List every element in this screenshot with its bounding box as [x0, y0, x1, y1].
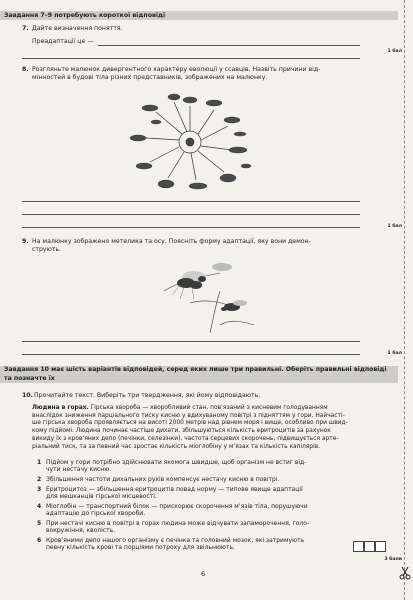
q10-answer-box-3[interactable]: [375, 541, 386, 552]
q10-option-5-line1: При нестачі кисню в повітрі в горах людина може відчувати запаморочення, голо-: [46, 520, 310, 527]
q10-option-3-line2: для мешканців гірської місцевості.: [46, 493, 157, 501]
q8-answer-line-2[interactable]: [22, 214, 360, 215]
q10-text: Прочитайте текст. Виберіть три твердження, які йому відповідають.: [34, 392, 261, 399]
section-header-10: [0, 366, 398, 383]
q10-answer-box-2[interactable]: [364, 541, 375, 552]
q10-points: 3 бали: [384, 557, 402, 562]
q10-option-1-line2: чути нестачу кисню.: [46, 466, 112, 474]
q10-number: 10.: [22, 392, 33, 399]
q10-option-2[interactable]: [37, 476, 386, 483]
q8-number: 8.: [22, 66, 29, 73]
q7-text: Дайте визначення поняття.: [32, 25, 123, 32]
q10-option-4-line1: Міоглобін — транспортний білок — прискорює скорочення м’язів тіла, порушуючи: [46, 503, 308, 510]
section-header-7-9: [0, 11, 398, 20]
q8-answer-line-1[interactable]: [22, 201, 360, 202]
q10-passage-line-5: викиду їх з кров’яних депо (печінки, селезінки), частота серцевих скорочень, підвищується арте-: [32, 435, 339, 442]
q10-passage: [32, 405, 372, 451]
scissors-icon: [399, 566, 411, 580]
q10-answer-box-1[interactable]: [353, 541, 364, 552]
q10-option-6-line2: певну кількість крові та порціями потроху для звільнюють.: [46, 544, 235, 552]
q10-option-5-line2: вокружіння, кволість.: [46, 527, 116, 535]
q8-line2: мінностей в будові тіла різних представників, зображених на малюнку.: [32, 74, 268, 81]
q9-answer-line-1[interactable]: [22, 341, 360, 342]
q9-line2: струють.: [32, 246, 62, 253]
q10-option-1-number: 1: [37, 459, 42, 466]
q9-answer-line-2[interactable]: [22, 354, 360, 355]
q7-points: 1 бал: [387, 49, 402, 54]
q10-option-3-number: 3: [37, 486, 42, 493]
q10-option-6-line1: Кров’яними депо нашого організму є печінка та головний мозок, які затримують: [46, 537, 305, 544]
q10-passage-title: Людина в горах.: [32, 405, 89, 411]
q10-option-5[interactable]: [37, 520, 386, 535]
q7-number: 7.: [22, 25, 29, 32]
q7-answer-label: Преадаптації це —: [32, 38, 94, 45]
q10-option-1-line1: Підйом у гори потрібно здійснювати якомога швидше, щоб організм не встиг від-: [46, 459, 307, 466]
q10-option-4[interactable]: [37, 503, 386, 518]
page-number: 6: [201, 570, 206, 578]
q9-number: 9.: [22, 238, 29, 245]
moth-and-wasp-illustration: [160, 255, 260, 335]
q10-option-6-number: 6: [37, 537, 42, 544]
section-header-7-9-text: Завдання 7–9 потребують короткої відповіді: [4, 12, 166, 19]
q10-option-2-number: 2: [37, 476, 42, 483]
q10-option-1[interactable]: [37, 459, 386, 474]
q8-points: 1 бал: [387, 224, 402, 229]
q9-points: 1 бал: [387, 351, 402, 356]
q8-answer-line-3[interactable]: [22, 227, 360, 228]
q9-line1: На малюнку зображено метелика та осу. Поясніть форму адаптації, яку вони демон-: [32, 238, 311, 245]
cut-margin: [404, 0, 413, 600]
q10-option-5-number: 5: [37, 520, 42, 527]
q7-answer-line[interactable]: [98, 45, 360, 46]
q10-passage-line-1: Гірська хвороба — хворобливий стан, пов’язаний з кисневим голодуванням: [90, 405, 328, 411]
q10-option-3-line1: Еритроцитоз — збільшення еритроцитів повад норму — типове явище адаптації: [46, 486, 303, 493]
q10-option-6[interactable]: [37, 537, 386, 552]
q8-line1: Розгляньте малюнок дивергентного характеру еволюції у ссавців. Назвіть причини від-: [32, 66, 321, 73]
section-header-10-line2: та позначте їх: [4, 374, 55, 382]
q10-option-2-line1: Збільшення частоти дихальних рухів компенсує нестачу кисню в повітрі.: [46, 476, 280, 483]
divergent-evolution-illustration: [128, 88, 254, 192]
q10-passage-line-6: ріальний тиск, та за певний час зростає кількість міоглобіну у м’язах та кількість капілярів.: [32, 443, 321, 450]
q10-passage-line-2: внаслідок зниження парціального тиску кисню у вдихуваному повітрі з підняттям у гори. Найчасті-: [32, 412, 345, 419]
q10-option-4-number: 4: [37, 503, 42, 510]
q10-passage-line-4: кому підйомі. Людина починає частіше дихати, збільшуються кількість еритроцитів за рахунок: [32, 428, 331, 435]
q10-passage-line-3: ше гірська хвороба проявляється на висоті 2000 метрів над рівнем моря і вище, особливо при швид-: [32, 420, 348, 427]
section-header-10-line1: Завдання 10 має шість варіантів відповідей, серед яких лише три правильні. Оберіть правильні відповіді: [4, 366, 387, 373]
q7-answer-line-2[interactable]: [22, 58, 360, 59]
q10-option-4-line2: адаптацію до гірської хвороби.: [46, 510, 146, 518]
q10-option-3[interactable]: [37, 486, 386, 501]
